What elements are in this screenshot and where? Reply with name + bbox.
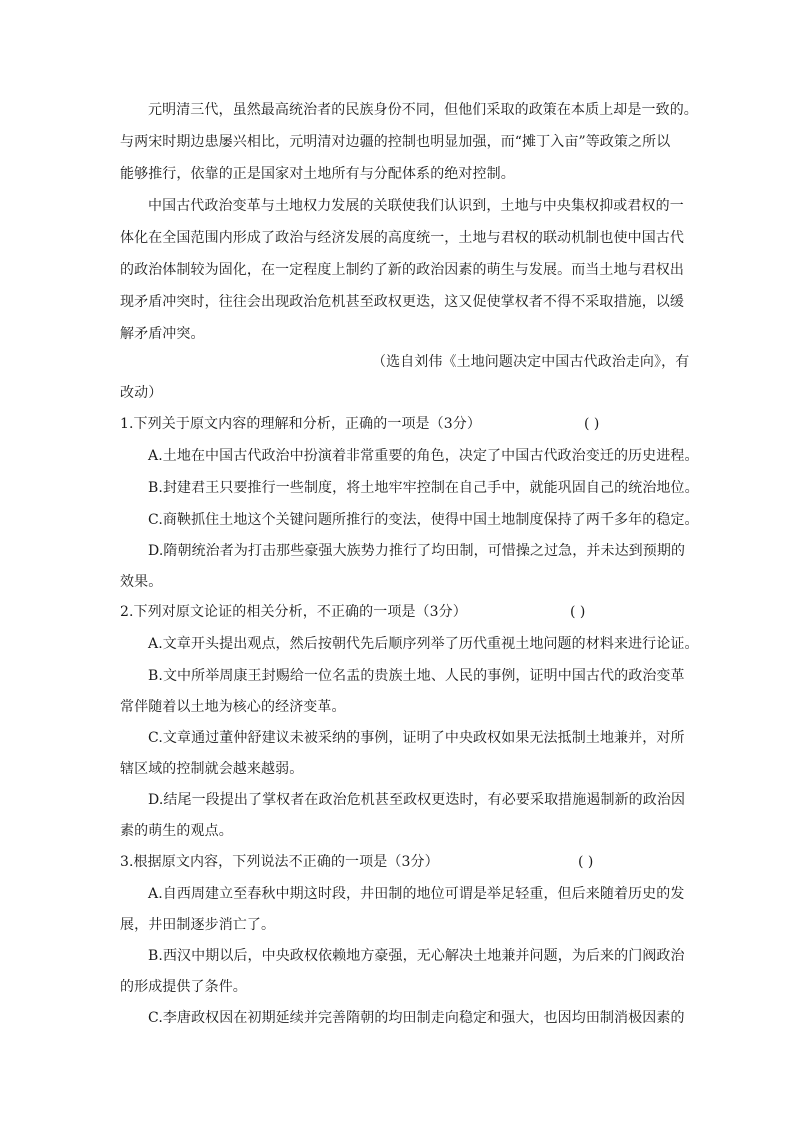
option-3b: B.西汉中期以后，中央政权依赖地方豪强，无心解决土地兼并问题，为后来的门阀政治 [148,948,685,964]
question-2-stem: 2.下列对原文论证的相关分析，不正确的一项是（3分） [120,604,467,620]
option-2d: D.结尾一段提出了掌权者在政治危机甚至政权更迭时，有必要采取措施遏制新的政治因 [148,792,686,808]
passage-line: 中国古代政治变革与土地权力发展的关联使我们认识到，土地与中央集权抑或君权的一 [148,198,684,214]
citation-continued: 改动） [120,385,163,401]
option-2a: A.文章开头提出观点，然后按朝代先后顺序列举了历代重视土地问题的材料来进行论证。 [148,636,699,652]
passage-line: 能够推行，依靠的正是国家对土地所有与分配体系的绝对控制。 [120,166,515,182]
option-1c: C.商鞅抓住土地这个关键问题所推行的变法，使得中国土地制度保持了两千多年的稳定。 [148,512,699,528]
option-3c: C.李唐政权因在初期延续并完善隋朝的均田制走向稳定和强大，也因均田制消极因素的 [148,1010,685,1026]
passage-line: 现矛盾冲突时，往往会出现政治危机甚至政权更迭，这又促使掌权者不得不采取措施，以缓 [120,294,684,310]
option-3b-continued: 的形成提供了条件。 [120,979,247,995]
option-1d: D.隋朝统治者为打击那些豪强大族势力推行了均田制，可惜操之过急，并未达到预期的 [148,543,686,559]
passage-line: 与两宋时期边患屡兴相比，元明清对边疆的控制也明显加强，而“摊丁入亩”等政策之所以 [120,134,671,150]
answer-blank: ( ) [584,416,600,432]
answer-blank: ( ) [570,604,586,620]
option-3a-continued: 展，井田制逐步消亡了。 [120,917,276,933]
passage-line: 元明清三代，虽然最高统治者的民族身份不同，但他们采取的政策在本质上却是一致的。 [148,102,698,118]
passage-line: 的政治体制较为固化，在一定程度上制约了新的政治因素的萌生与发展。而当土地与君权出 [120,262,684,278]
option-1b: B.封建君王只要推行一些制度，将土地牢牢控制在自己手中，就能巩固自己的统治地位。 [148,480,699,496]
option-1a: A.土地在中国古代政治中扮演着非常重要的角色，决定了中国古代政治变迁的历史进程。 [148,448,699,464]
option-3a: A.自西周建立至春秋中期这时段，井田制的地位可谓是举足轻重，但后来随着历史的发 [148,886,685,902]
option-2c-continued: 辖区域的控制就会越来越弱。 [120,761,304,777]
option-2b: B.文中所举周康王封赐给一位名盂的贵族土地、人民的事例，证明中国古代的政治变革 [148,668,685,684]
passage-line: 解矛盾冲突。 [120,326,205,342]
option-2b-continued: 常伴随着以土地为核心的经济变革。 [120,699,346,715]
citation: （选自刘伟《土地问题决定中国古代政治走向》，有 [372,354,690,370]
option-2d-continued: 素的萌生的观点。 [120,823,233,839]
question-3-stem: 3.根据原文内容，下列说法不正确的一项是（3分） [120,854,439,870]
option-1d-continued: 效果。 [120,574,163,590]
option-2c: C.文章通过董仲舒建议未被采纳的事例，证明了中央政权如果无法抵制土地兼并，对所 [148,730,685,746]
answer-blank: ( ) [578,854,594,870]
passage-line: 体化在全国范围内形成了政治与经济发展的高度统一，土地与君权的联动机制也使中国古代 [120,230,684,246]
question-1-stem: 1.下列关于原文内容的理解和分析，正确的一项是（3分） [120,416,481,432]
